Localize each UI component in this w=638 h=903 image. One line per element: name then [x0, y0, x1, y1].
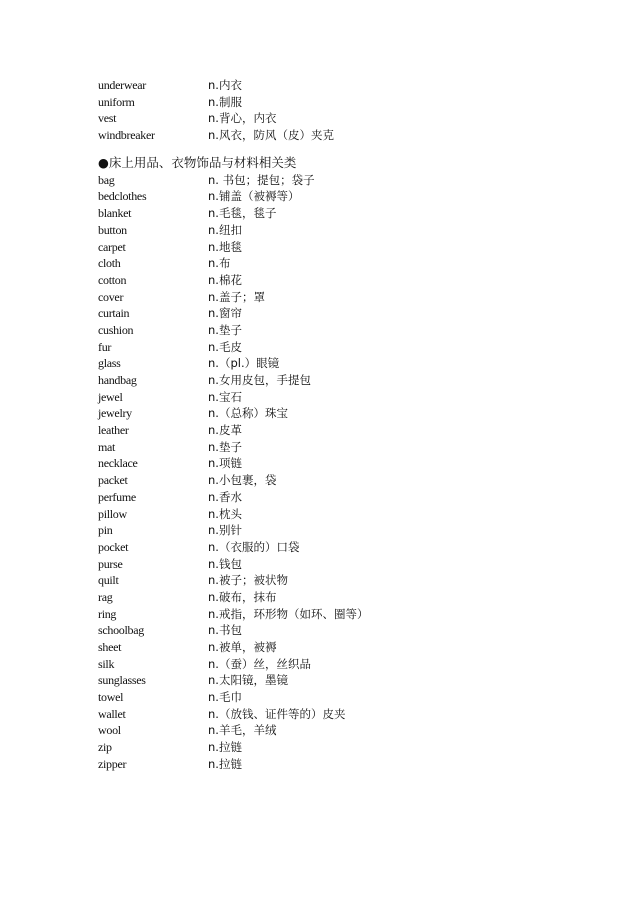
vocab-definition: n.铺盖（被褥等） [208, 189, 300, 204]
vocab-word: ring [98, 606, 117, 621]
vocab-word: blanket [98, 206, 132, 221]
vocab-row [98, 188, 558, 205]
vocab-word: pocket [98, 539, 129, 554]
vocab-row [98, 322, 558, 339]
vocab-row [98, 756, 558, 773]
vocab-word: pillow [98, 506, 127, 521]
vocab-definition: n.内衣 [208, 78, 242, 92]
vocab-word: sheet [98, 640, 122, 654]
vocab-row [98, 405, 558, 422]
vocab-word: vest [98, 111, 117, 126]
vocab-row [98, 289, 558, 306]
vocab-definition: n.羊毛，羊绒 [208, 723, 277, 738]
vocab-definition: n.被子；被状物 [208, 573, 288, 588]
vocab-definition: n.皮革 [208, 423, 242, 438]
vocab-definition: n. 书包；提包；袋子 [208, 172, 315, 187]
vocab-word: fur [98, 339, 112, 354]
vocab-definition: n.垫子 [208, 439, 242, 454]
vocab-definition: n.钱包 [208, 556, 242, 571]
vocab-word: packet [98, 473, 128, 488]
vocab-row [98, 272, 558, 289]
vocab-list-bedding-accessories [98, 172, 558, 773]
vocab-definition: n.书包 [208, 623, 242, 638]
vocab-definition: n.拉链 [208, 756, 242, 771]
vocab-definition: n.破布，抹布 [208, 589, 277, 604]
vocab-list-clothing [98, 77, 558, 144]
vocab-word: sunglasses [98, 673, 146, 688]
vocab-definition: n.制服 [208, 94, 242, 109]
vocab-definition: n.被单，被褥 [208, 640, 277, 654]
vocab-definition: n.毛皮 [208, 339, 242, 354]
vocab-word: bag [98, 172, 115, 187]
vocab-word: cotton [98, 272, 127, 287]
vocab-row [98, 556, 558, 573]
vocab-definition: n.（总称）珠宝 [208, 406, 288, 421]
vocab-word: jewel [98, 389, 123, 404]
vocab-row [98, 127, 558, 144]
vocab-definition: n.纽扣 [208, 222, 242, 237]
vocab-definition: n.风衣，防风（皮）夹克 [208, 128, 334, 143]
vocab-definition: n.（蚕）丝，丝织品 [208, 656, 311, 671]
vocab-definition: n.（pl.）眼镜 [208, 356, 280, 371]
vocab-row [98, 205, 558, 222]
vocab-definition: n.拉链 [208, 740, 242, 755]
vocab-row [98, 110, 558, 127]
vocab-word: underwear [98, 78, 146, 92]
vocab-word: glass [98, 356, 121, 371]
vocab-row [98, 389, 558, 406]
vocab-word: perfume [98, 489, 136, 504]
vocab-word: quilt [98, 573, 119, 588]
vocabulary-page [98, 77, 558, 773]
vocab-word: handbag [98, 373, 137, 387]
vocab-row [98, 305, 558, 322]
vocab-row [98, 239, 558, 256]
vocab-row [98, 689, 558, 706]
section-gap [98, 144, 558, 153]
vocab-word: cloth [98, 256, 121, 271]
vocab-definition: n.毛巾 [208, 690, 242, 705]
vocab-word: carpet [98, 239, 126, 254]
vocab-row [98, 222, 558, 239]
vocab-definition: n.太阳镜，墨镜 [208, 673, 288, 688]
vocab-word: cover [98, 289, 124, 304]
vocab-definition: n.棉花 [208, 272, 242, 287]
vocab-word: wool [98, 723, 121, 738]
vocab-row [98, 94, 558, 111]
vocab-word: necklace [98, 456, 138, 471]
vocab-row [98, 589, 558, 606]
vocab-word: purse [98, 556, 123, 571]
vocab-definition: n.（衣服的）口袋 [208, 539, 300, 554]
vocab-word: leather [98, 423, 129, 438]
vocab-word: uniform [98, 94, 135, 109]
vocab-row [98, 489, 558, 506]
vocab-definition: n.宝石 [208, 389, 242, 404]
vocab-definition: n.戒指，环形物（如环、圈等） [208, 606, 369, 621]
vocab-definition: n.布 [208, 256, 231, 271]
vocab-word: cushion [98, 322, 134, 337]
vocab-row [98, 339, 558, 356]
vocab-row [98, 77, 558, 94]
vocab-row [98, 522, 558, 539]
vocab-word: zip [98, 740, 112, 755]
vocab-definition: n.毛毯，毯子 [208, 206, 277, 221]
vocab-word: rag [98, 589, 113, 604]
vocab-word: curtain [98, 306, 130, 321]
vocab-definition: n.垫子 [208, 322, 242, 337]
vocab-row [98, 539, 558, 556]
vocab-word: jewelry [98, 406, 132, 421]
vocab-row [98, 639, 558, 656]
vocab-definition: n.香水 [208, 489, 242, 504]
vocab-definition: n.枕头 [208, 506, 242, 521]
vocab-row [98, 706, 558, 723]
vocab-row [98, 372, 558, 389]
vocab-word: mat [98, 439, 116, 454]
vocab-definition: n.女用皮包，手提包 [208, 373, 311, 387]
vocab-row [98, 506, 558, 523]
vocab-row [98, 572, 558, 589]
vocab-word: zipper [98, 756, 127, 771]
vocab-row [98, 255, 558, 272]
vocab-row [98, 472, 558, 489]
vocab-word: button [98, 222, 127, 237]
vocab-word: schoolbag [98, 623, 144, 638]
vocab-row [98, 672, 558, 689]
vocab-row [98, 656, 558, 673]
vocab-definition: n.盖子；罩 [208, 289, 265, 304]
vocab-definition: n.别针 [208, 523, 242, 538]
vocab-row [98, 622, 558, 639]
vocab-row [98, 606, 558, 623]
vocab-row [98, 739, 558, 756]
vocab-word: pin [98, 523, 113, 538]
section-heading: ●床上用品、衣物饰品与材料相关类 [98, 154, 297, 170]
vocab-definition: n.小包裹，袋 [208, 473, 277, 488]
vocab-word: wallet [98, 706, 126, 721]
vocab-row [98, 722, 558, 739]
vocab-definition: n.窗帘 [208, 306, 242, 321]
vocab-row [98, 172, 558, 189]
vocab-word: windbreaker [98, 128, 155, 143]
vocab-definition: n.地毯 [208, 239, 242, 254]
vocab-definition: n.（放钱、证件等的）皮夹 [208, 706, 346, 721]
vocab-row [98, 422, 558, 439]
vocab-row [98, 455, 558, 472]
vocab-row [98, 439, 558, 456]
vocab-word: bedclothes [98, 189, 147, 204]
vocab-word: silk [98, 656, 115, 671]
vocab-row [98, 355, 558, 372]
vocab-word: towel [98, 690, 124, 705]
vocab-definition: n.项链 [208, 456, 242, 471]
vocab-definition: n.背心，内衣 [208, 111, 277, 126]
